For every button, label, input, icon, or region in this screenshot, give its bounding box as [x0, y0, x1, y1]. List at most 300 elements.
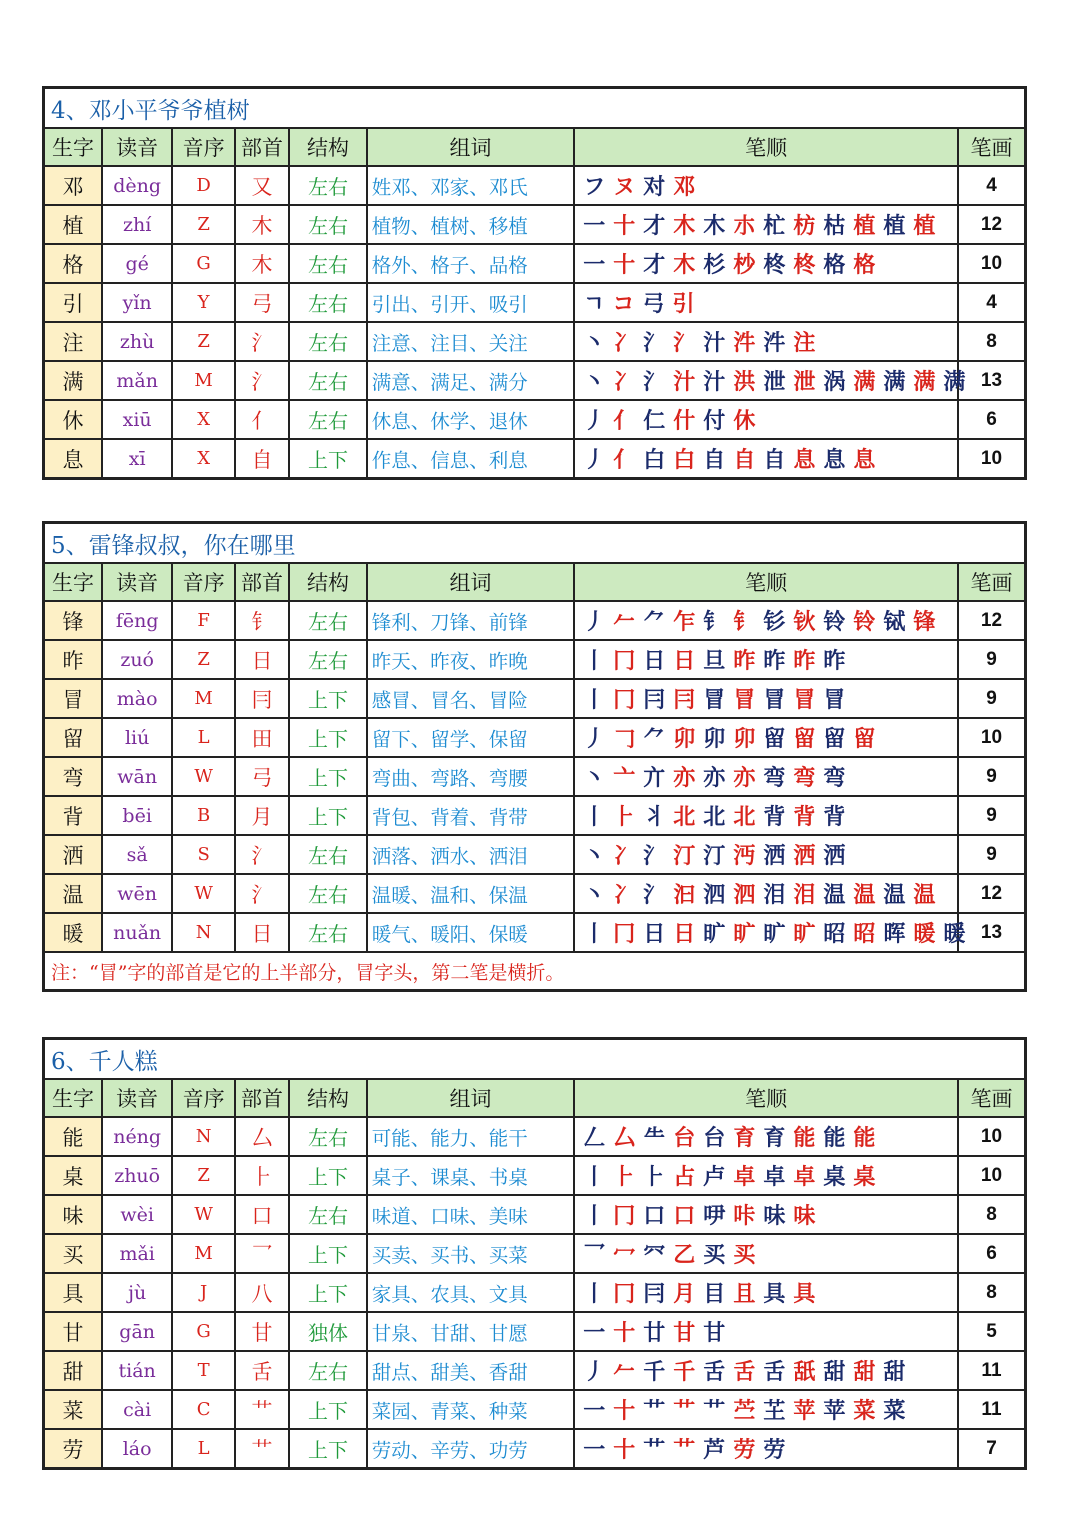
- structure-cell: 左右: [289, 874, 367, 913]
- stroke-step: 涡: [823, 370, 847, 395]
- words-cell: 昨天、昨夜、昨晚: [367, 640, 574, 679]
- stroke-step: 亦: [703, 766, 727, 791]
- stroke-step: 温: [883, 883, 907, 908]
- stroke-step: 丶: [583, 331, 607, 356]
- character-cell: 暖: [44, 913, 102, 952]
- stroke-step: 泄: [763, 370, 787, 395]
- radical-cell: 口: [235, 1195, 289, 1234]
- words-cell: 桌子、课桌、书桌: [367, 1156, 574, 1195]
- table-row: [44, 1234, 1026, 1273]
- stroke-count-cell: 8: [958, 1273, 1026, 1312]
- stroke-count-cell: 13: [958, 361, 1026, 400]
- column-header: 音序: [172, 128, 234, 166]
- stroke-count-cell: 10: [958, 1117, 1026, 1156]
- character-cell: 锋: [44, 601, 102, 640]
- radical-cell: 木: [235, 244, 289, 283]
- structure-cell: 左右: [289, 601, 367, 640]
- stroke-step: 邓: [673, 175, 697, 200]
- stroke-step: 满: [943, 370, 967, 395]
- stroke-step: 枋: [793, 214, 817, 239]
- character-cell: 能: [44, 1117, 102, 1156]
- words-cell: 锋利、刀锋、前锋: [367, 601, 574, 640]
- stroke-step: 氵: [643, 370, 667, 395]
- stroke-step: 留: [853, 727, 877, 752]
- stroke-count-cell: 12: [958, 205, 1026, 244]
- stroke-count-cell: 12: [958, 601, 1026, 640]
- stroke-step: 能: [823, 1126, 847, 1151]
- stroke-step: 十: [613, 1399, 637, 1424]
- stroke-order-cell: [574, 874, 958, 913]
- structure-cell: 左右: [289, 205, 367, 244]
- stroke-step: 注: [793, 331, 817, 356]
- letter-order-cell: G: [172, 244, 234, 283]
- stroke-step: 丨: [583, 688, 607, 713]
- stroke-step: 乙: [673, 1243, 697, 1268]
- letter-order-cell: C: [172, 1390, 234, 1429]
- stroke-step: 冫: [613, 883, 637, 908]
- table-row: [44, 718, 1026, 757]
- structure-cell: 上下: [289, 1156, 367, 1195]
- column-header: 音序: [172, 563, 234, 601]
- radical-cell: 艹: [235, 1390, 289, 1429]
- lesson-title-row: [44, 523, 1026, 564]
- stroke-step: 冫: [613, 331, 637, 356]
- stroke-step: 息: [793, 448, 817, 473]
- stroke-step: 植: [853, 214, 877, 239]
- structure-cell: 左右: [289, 1117, 367, 1156]
- stroke-step: 具: [793, 1282, 817, 1307]
- stroke-step: 旷: [703, 922, 727, 947]
- letter-order-cell: Z: [172, 640, 234, 679]
- table-row: [44, 874, 1026, 913]
- table-row: [44, 1195, 1026, 1234]
- stroke-step: 引: [672, 292, 696, 317]
- column-header: 笔画: [958, 128, 1026, 166]
- stroke-count-cell: 4: [958, 166, 1026, 205]
- pinyin-cell: gé: [102, 244, 173, 283]
- stroke-step: 𠃋: [583, 1126, 607, 1151]
- pinyin-cell: sǎ: [102, 835, 173, 874]
- stroke-step: 钬: [793, 610, 817, 635]
- stroke-step: 冒: [733, 688, 757, 713]
- stroke-step: 冫: [613, 844, 637, 869]
- pinyin-cell: bēi: [102, 796, 173, 835]
- character-cell: 菜: [44, 1390, 102, 1429]
- stroke-step: 艹: [643, 1438, 667, 1463]
- words-cell: 家具、农具、文具: [367, 1273, 574, 1312]
- character-cell: 满: [44, 361, 102, 400]
- column-header: 组词: [367, 1079, 574, 1117]
- table-row: [44, 400, 1026, 439]
- lesson-table: [42, 1037, 1027, 1470]
- structure-cell: 左右: [289, 361, 367, 400]
- stroke-step: 日: [673, 922, 697, 947]
- structure-cell: 独体: [289, 1312, 367, 1351]
- radical-cell: 氵: [235, 361, 289, 400]
- stroke-step: 丨: [583, 805, 607, 830]
- stroke-order-cell: [574, 439, 958, 479]
- stroke-step: 冂: [613, 1282, 637, 1307]
- stroke-step: ヌ: [613, 175, 637, 200]
- stroke-step: 背: [823, 805, 847, 830]
- stroke-count-cell: 9: [958, 796, 1026, 835]
- stroke-step: 丶: [583, 766, 607, 791]
- letter-order-cell: F: [172, 601, 234, 640]
- lesson-table: [42, 521, 1027, 992]
- column-header: 音序: [172, 1079, 234, 1117]
- radical-cell: 氵: [235, 835, 289, 874]
- stroke-step: 昨: [823, 649, 847, 674]
- lesson-title-row: [44, 1039, 1026, 1080]
- character-cell: 具: [44, 1273, 102, 1312]
- letter-order-cell: M: [172, 361, 234, 400]
- column-header: 组词: [367, 128, 574, 166]
- radical-cell: 氵: [235, 874, 289, 913]
- stroke-step: ⺈: [643, 610, 667, 635]
- stroke-step: 亣: [643, 766, 667, 791]
- lesson-title: 6、千人糕: [44, 1039, 1026, 1080]
- stroke-step: 丿: [583, 727, 607, 752]
- stroke-step: 一: [583, 1399, 607, 1424]
- table-row: [44, 1390, 1026, 1429]
- stroke-step: 旷: [733, 922, 757, 947]
- stroke-order-cell: [574, 1195, 958, 1234]
- letter-order-cell: J: [172, 1273, 234, 1312]
- stroke-step: 什: [673, 409, 697, 434]
- radical-cell: 钅: [235, 601, 289, 640]
- pinyin-cell: gān: [102, 1312, 173, 1351]
- pinyin-cell: jù: [102, 1273, 173, 1312]
- character-table: [42, 86, 1027, 480]
- character-cell: 注: [44, 322, 102, 361]
- stroke-step: 柊: [793, 253, 817, 278]
- stroke-step: 柊: [763, 253, 787, 278]
- stroke-step: 沔: [733, 844, 757, 869]
- table-row: [44, 361, 1026, 400]
- table-row: [44, 835, 1026, 874]
- stroke-count-cell: 10: [958, 439, 1026, 479]
- stroke-step: 泪: [763, 883, 787, 908]
- radical-cell: 厶: [235, 1117, 289, 1156]
- column-header: 生字: [44, 563, 102, 601]
- table-row: [44, 1156, 1026, 1195]
- stroke-step: 丿: [583, 448, 607, 473]
- stroke-step: 朩: [733, 214, 757, 239]
- stroke-step: 芦: [703, 1438, 727, 1463]
- stroke-step: 丶: [583, 883, 607, 908]
- stroke-step: 冒: [793, 688, 817, 713]
- stroke-step: 泗: [733, 883, 757, 908]
- character-cell: 冒: [44, 679, 102, 718]
- column-header: 部首: [235, 1079, 289, 1117]
- letter-order-cell: X: [172, 400, 234, 439]
- words-cell: 感冒、冒名、冒险: [367, 679, 574, 718]
- column-header: 笔顺: [574, 563, 958, 601]
- lesson-title: 4、邓小平爷爷植树: [44, 88, 1026, 129]
- column-header: 读音: [102, 128, 173, 166]
- stroke-step: 温: [823, 883, 847, 908]
- radical-cell: 舌: [235, 1351, 289, 1390]
- radical-cell: 艹: [235, 1429, 289, 1469]
- header-row: [44, 563, 1026, 601]
- stroke-step: 丨: [583, 1282, 607, 1307]
- character-cell: 洒: [44, 835, 102, 874]
- stroke-step: 亻: [613, 409, 637, 434]
- radical-cell: 又: [235, 166, 289, 205]
- stroke-step: 味: [763, 1204, 787, 1229]
- stroke-step: 一: [583, 253, 607, 278]
- radical-cell: 亻: [235, 400, 289, 439]
- table-row: [44, 757, 1026, 796]
- structure-cell: 左右: [289, 400, 367, 439]
- stroke-order-cell: [574, 1273, 958, 1312]
- words-cell: 引出、引开、吸引: [367, 283, 574, 322]
- stroke-step: 占: [673, 1165, 697, 1190]
- stroke-step: 氵: [643, 883, 667, 908]
- structure-cell: 左右: [289, 166, 367, 205]
- stroke-step: 劳: [763, 1438, 787, 1463]
- stroke-step: 乍: [673, 610, 697, 635]
- pinyin-cell: láo: [102, 1429, 173, 1469]
- stroke-step: 舌: [763, 1360, 787, 1385]
- stroke-count-cell: 5: [958, 1312, 1026, 1351]
- stroke-step: 桌: [823, 1165, 847, 1190]
- radical-cell: 弓: [235, 757, 289, 796]
- pinyin-cell: dèng: [102, 166, 173, 205]
- radical-cell: 甘: [235, 1312, 289, 1351]
- stroke-step: 汁: [703, 331, 727, 356]
- character-table: [42, 521, 1027, 992]
- structure-cell: 上下: [289, 796, 367, 835]
- stroke-step: 汁: [703, 370, 727, 395]
- stroke-count-cell: 10: [958, 1156, 1026, 1195]
- stroke-step: 满: [913, 370, 937, 395]
- pinyin-cell: nuǎn: [102, 913, 173, 952]
- character-table: [42, 1037, 1027, 1470]
- table-row: [44, 913, 1026, 952]
- stroke-step: 甘: [703, 1321, 727, 1346]
- stroke-count-cell: 8: [958, 1195, 1026, 1234]
- stroke-step: 北: [673, 805, 697, 830]
- radical-cell: 八: [235, 1273, 289, 1312]
- stroke-step: 甘: [673, 1321, 697, 1346]
- stroke-step: 木: [703, 214, 727, 239]
- stroke-count-cell: 4: [958, 283, 1026, 322]
- stroke-step: 甜: [883, 1360, 907, 1385]
- letter-order-cell: T: [172, 1351, 234, 1390]
- stroke-step: 日: [643, 922, 667, 947]
- radical-cell: 冃: [235, 679, 289, 718]
- stroke-count-cell: 11: [958, 1390, 1026, 1429]
- words-cell: 作息、信息、利息: [367, 439, 574, 479]
- stroke-step: 自: [733, 448, 757, 473]
- column-header: 读音: [102, 1079, 173, 1117]
- pinyin-cell: mǎn: [102, 361, 173, 400]
- stroke-step: 氵: [643, 844, 667, 869]
- letter-order-cell: M: [172, 679, 234, 718]
- radical-cell: 月: [235, 796, 289, 835]
- column-header: 结构: [289, 563, 367, 601]
- stroke-step: 卓: [793, 1165, 817, 1190]
- stroke-order-cell: [574, 1312, 958, 1351]
- structure-cell: 上下: [289, 1390, 367, 1429]
- stroke-step: 一: [583, 1321, 607, 1346]
- stroke-step: 铽: [883, 610, 907, 635]
- header-row: [44, 1079, 1026, 1117]
- stroke-step: 昭: [823, 922, 847, 947]
- stroke-step: 白: [673, 448, 697, 473]
- stroke-step: 植: [913, 214, 937, 239]
- stroke-step: 汼: [763, 331, 787, 356]
- stroke-step: 冫: [613, 370, 637, 395]
- stroke-step: ⺊: [613, 805, 637, 830]
- stroke-step: 钐: [763, 610, 787, 635]
- stroke-step: 味: [793, 1204, 817, 1229]
- letter-order-cell: N: [172, 1117, 234, 1156]
- stroke-order-cell: [574, 913, 967, 952]
- stroke-step: 冂: [613, 649, 637, 674]
- column-header: 结构: [289, 128, 367, 166]
- stroke-step: 十: [613, 214, 637, 239]
- stroke-step: 卯: [703, 727, 727, 752]
- stroke-step: 洒: [823, 844, 847, 869]
- table-row: [44, 1273, 1026, 1312]
- stroke-step: 卓: [733, 1165, 757, 1190]
- words-cell: 姓邓、邓家、邓氏: [367, 166, 574, 205]
- stroke-step: 自: [703, 448, 727, 473]
- stroke-count-cell: 9: [958, 679, 1026, 718]
- stroke-step: 植: [883, 214, 907, 239]
- stroke-step: 背: [763, 805, 787, 830]
- stroke-step: 桌: [853, 1165, 877, 1190]
- pinyin-cell: wān: [102, 757, 173, 796]
- character-cell: 劳: [44, 1429, 102, 1469]
- stroke-step: 苹: [793, 1399, 817, 1424]
- stroke-step: 菜: [853, 1399, 877, 1424]
- column-header: 结构: [289, 1079, 367, 1117]
- stroke-count-cell: 13: [958, 913, 1026, 952]
- pinyin-cell: cài: [102, 1390, 173, 1429]
- stroke-order-cell: [574, 205, 958, 244]
- lesson-title: 5、雷锋叔叔，你在哪里: [44, 523, 1026, 564]
- structure-cell: 左右: [289, 1195, 367, 1234]
- stroke-step: 对: [643, 175, 667, 200]
- stroke-order-cell: [574, 601, 958, 640]
- stroke-order-cell: [574, 166, 958, 205]
- stroke-step: 买: [703, 1243, 727, 1268]
- stroke-step: 卓: [763, 1165, 787, 1190]
- stroke-step: 千: [643, 1360, 667, 1385]
- stroke-step: ⺈: [643, 727, 667, 752]
- letter-order-cell: Z: [172, 322, 234, 361]
- radical-cell: 乛: [235, 1234, 289, 1273]
- stroke-step: 苹: [823, 1399, 847, 1424]
- structure-cell: 左右: [289, 640, 367, 679]
- stroke-step: 冃: [673, 688, 697, 713]
- stroke-step: 白: [643, 448, 667, 473]
- stroke-step: 留: [793, 727, 817, 752]
- words-cell: 休息、休学、退休: [367, 400, 574, 439]
- structure-cell: 上下: [289, 1429, 367, 1469]
- table-row: [44, 283, 1026, 322]
- stroke-step: 钅: [703, 610, 727, 635]
- stroke-order-cell: [574, 718, 958, 757]
- character-cell: 温: [44, 874, 102, 913]
- stroke-step: 冂: [613, 688, 637, 713]
- stroke-order-cell: [574, 835, 958, 874]
- stroke-step: 杧: [763, 214, 787, 239]
- stroke-step: 泄: [793, 370, 817, 395]
- character-cell: 引: [44, 283, 102, 322]
- structure-cell: 左右: [289, 322, 367, 361]
- stroke-step: 口: [643, 1204, 667, 1229]
- stroke-step: 弓: [642, 292, 666, 317]
- table-row: [44, 166, 1026, 205]
- stroke-step: 弯: [793, 766, 817, 791]
- pinyin-cell: tián: [102, 1351, 173, 1390]
- letter-order-cell: Z: [172, 205, 234, 244]
- words-cell: 可能、能力、能干: [367, 1117, 574, 1156]
- stroke-step: 𠂉: [613, 610, 637, 635]
- stroke-step: 十: [613, 1438, 637, 1463]
- stroke-step: 日: [673, 649, 697, 674]
- letter-order-cell: W: [172, 874, 234, 913]
- stroke-step: 温: [853, 883, 877, 908]
- stroke-step: 铃: [823, 610, 847, 635]
- stroke-step: 汀: [673, 844, 697, 869]
- stroke-order-cell: [574, 322, 958, 361]
- stroke-step: 一: [583, 1438, 607, 1463]
- structure-cell: 左右: [289, 913, 367, 952]
- stroke-step: 冃: [643, 1282, 667, 1307]
- table-row: [44, 1351, 1026, 1390]
- pinyin-cell: yǐn: [102, 283, 173, 322]
- stroke-step: 洒: [793, 844, 817, 869]
- structure-cell: 上下: [289, 718, 367, 757]
- letter-order-cell: L: [172, 718, 234, 757]
- radical-cell: 日: [235, 913, 289, 952]
- character-cell: 格: [44, 244, 102, 283]
- stroke-step: 卯: [673, 727, 697, 752]
- stroke-step: 木: [673, 253, 697, 278]
- stroke-step: 丨: [583, 1204, 607, 1229]
- stroke-step: 艹: [673, 1438, 697, 1463]
- column-header: 读音: [102, 563, 173, 601]
- table-row: [44, 205, 1026, 244]
- stroke-step: ㄱ: [583, 292, 606, 317]
- stroke-step: 才: [643, 253, 667, 278]
- pinyin-cell: wèi: [102, 1195, 173, 1234]
- letter-order-cell: G: [172, 1312, 234, 1351]
- stroke-order-cell: [574, 283, 958, 322]
- words-cell: 洒落、洒水、洒泪: [367, 835, 574, 874]
- stroke-step: 冒: [763, 688, 787, 713]
- words-cell: 劳动、辛劳、功劳: [367, 1429, 574, 1469]
- stroke-step: 月: [673, 1282, 697, 1307]
- column-header: 生字: [44, 128, 102, 166]
- stroke-step: 息: [823, 448, 847, 473]
- stroke-step: 苎: [733, 1399, 757, 1424]
- stroke-step: 冂: [613, 922, 637, 947]
- stroke-order-cell: [574, 1234, 958, 1273]
- stroke-step: 育: [733, 1126, 757, 1151]
- stroke-step: 旷: [793, 922, 817, 947]
- stroke-count-cell: 12: [958, 874, 1026, 913]
- words-cell: 甜点、甜美、香甜: [367, 1351, 574, 1390]
- words-cell: 弯曲、弯路、弯腰: [367, 757, 574, 796]
- table-row: [44, 1117, 1026, 1156]
- stroke-step: 格: [853, 253, 877, 278]
